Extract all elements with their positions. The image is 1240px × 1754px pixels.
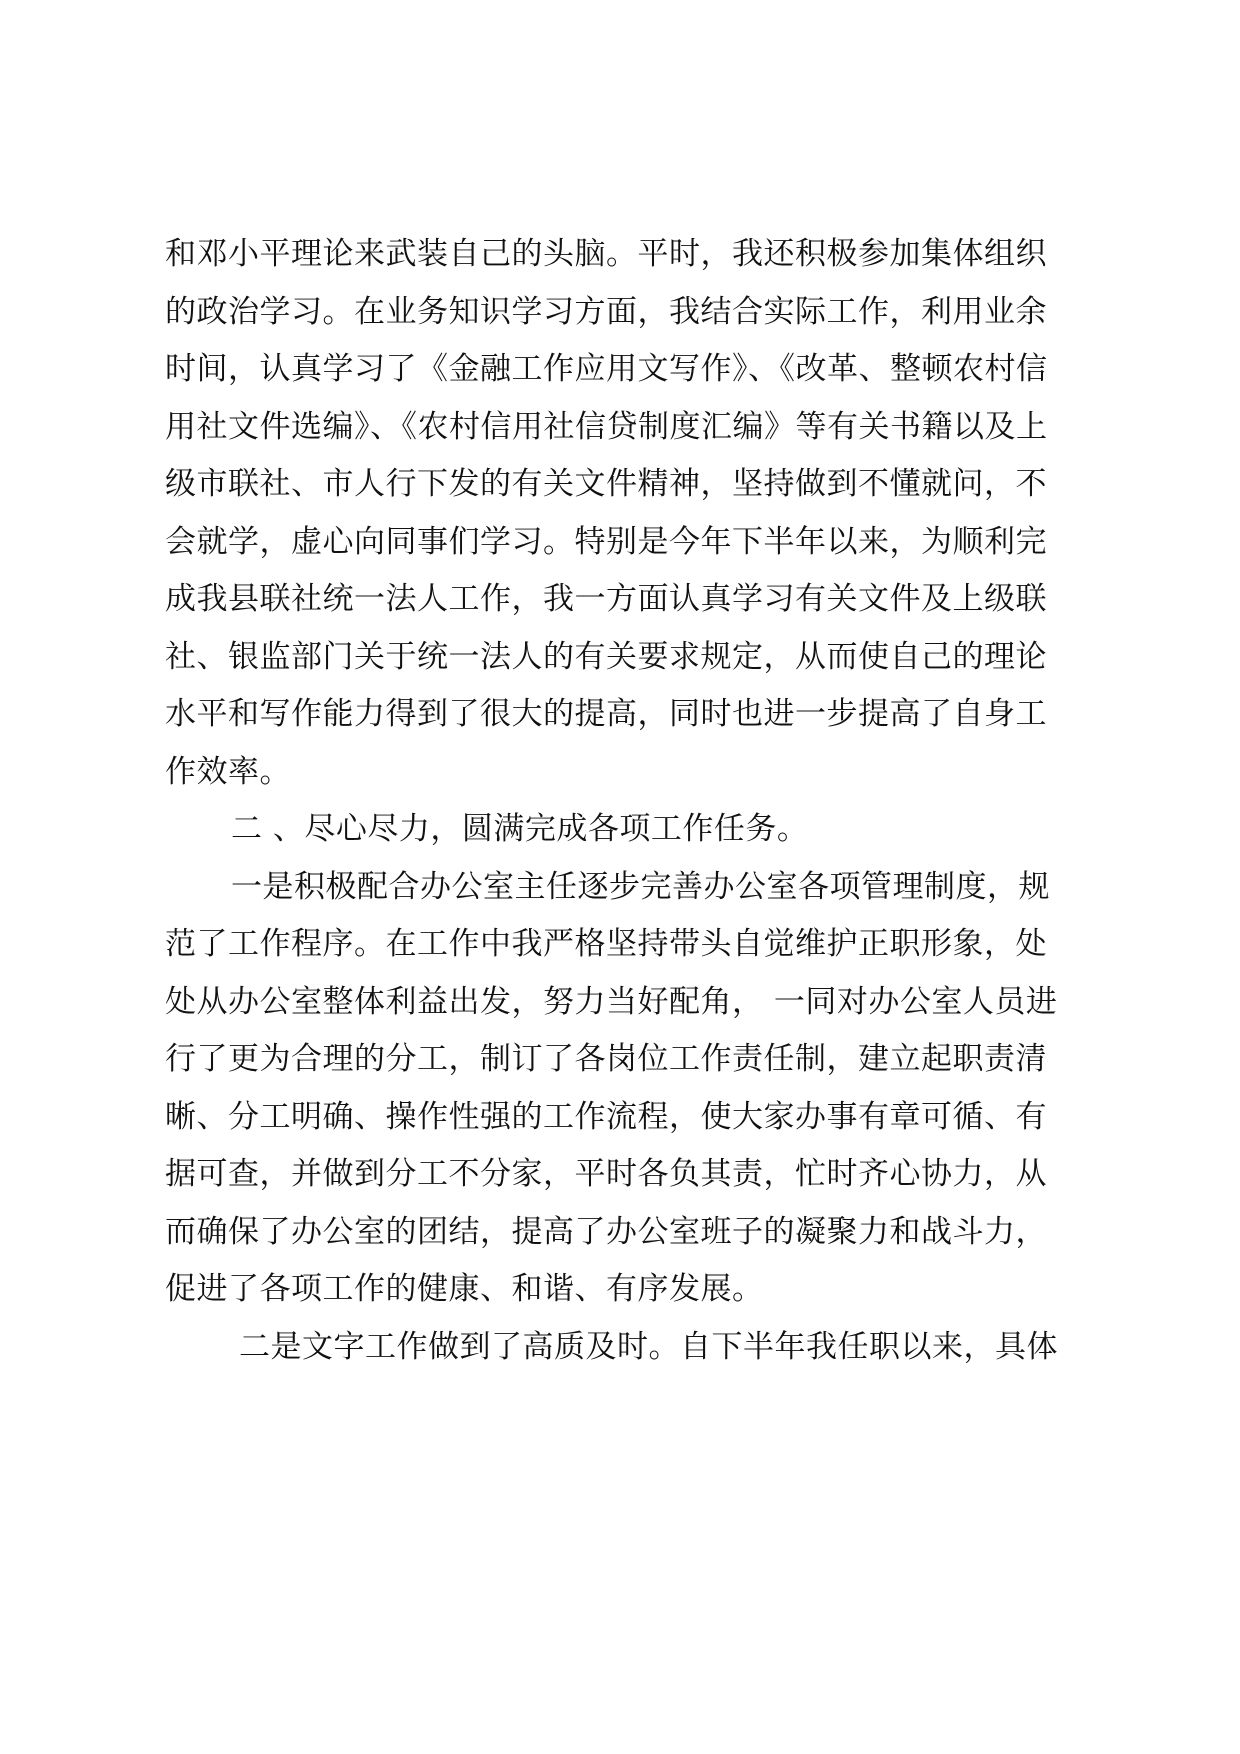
text-line: 和邓小平理论来武装自己的头脑。平时，我还积极参加集体组织 [165,236,1047,272]
text-line: 促进了各项工作的健康、和谐、有序发展。 [165,1271,764,1307]
text-line: 会就学，虚心向同事们学习。特别是今年下半年以来，为顺利完 [165,523,1047,560]
text-line: 时间，认真学习了《金融工作应用文写作》、《改革、整顿农村信 [165,351,1048,387]
text-line: 二是文字工作做到了高质及时。自下半年我任职以来，具体 [239,1328,1058,1365]
text-line: 据可查，并做到分工不分家，平时各负其责，忙时齐心协力，从 [165,1156,1047,1192]
text-line: 的政治学习。在业务知识学习方面，我结合实际工作，利用业余 [165,293,1047,330]
text-line: 用社文件选编》、《农村信用社信贷制度汇编》等有关书籍以及上 [165,408,1048,445]
paragraph-writing [165,1319,1095,1377]
text-line: 一是积极配合办公室主任逐步完善办公室各项管理制度，规 [231,868,1050,905]
paragraph-study [165,226,1095,801]
document-body [165,226,1095,1376]
text-line: 范了工作程序。在工作中我严格坚持带头自觉维护正职形象，处 [165,926,1047,962]
text-line: 处从办公室整体利益出发，努力当好配角， 一同对办公室人员进 [165,983,1058,1020]
section-heading [165,801,1095,859]
text-line: 晰、分工明确、操作性强的工作流程，使大家办事有章可循、有 [165,1098,1047,1135]
heading-line: 二 、尽心尽力，圆满完成各项工作任务。 [231,811,809,847]
text-line: 成我县联社统一法人工作，我一方面认真学习有关文件及上级联 [165,581,1047,617]
text-line: 行了更为合理的分工，制订了各岗位工作责任制，建立起职责清 [165,1041,1047,1077]
paragraph-management [165,859,1095,1319]
text-line: 而确保了办公室的团结，提高了办公室班子的凝聚力和战斗力， [165,1213,1047,1250]
text-line: 水平和写作能力得到了很大的提高，同时也进一步提高了自身工 [165,696,1047,732]
text-line: 级市联社、市人行下发的有关文件精神，坚持做到不懂就问，不 [165,466,1047,502]
text-line: 社、银监部门关于统一法人的有关要求规定，从而使自己的理论 [165,638,1047,675]
text-line: 作效率。 [165,753,291,790]
